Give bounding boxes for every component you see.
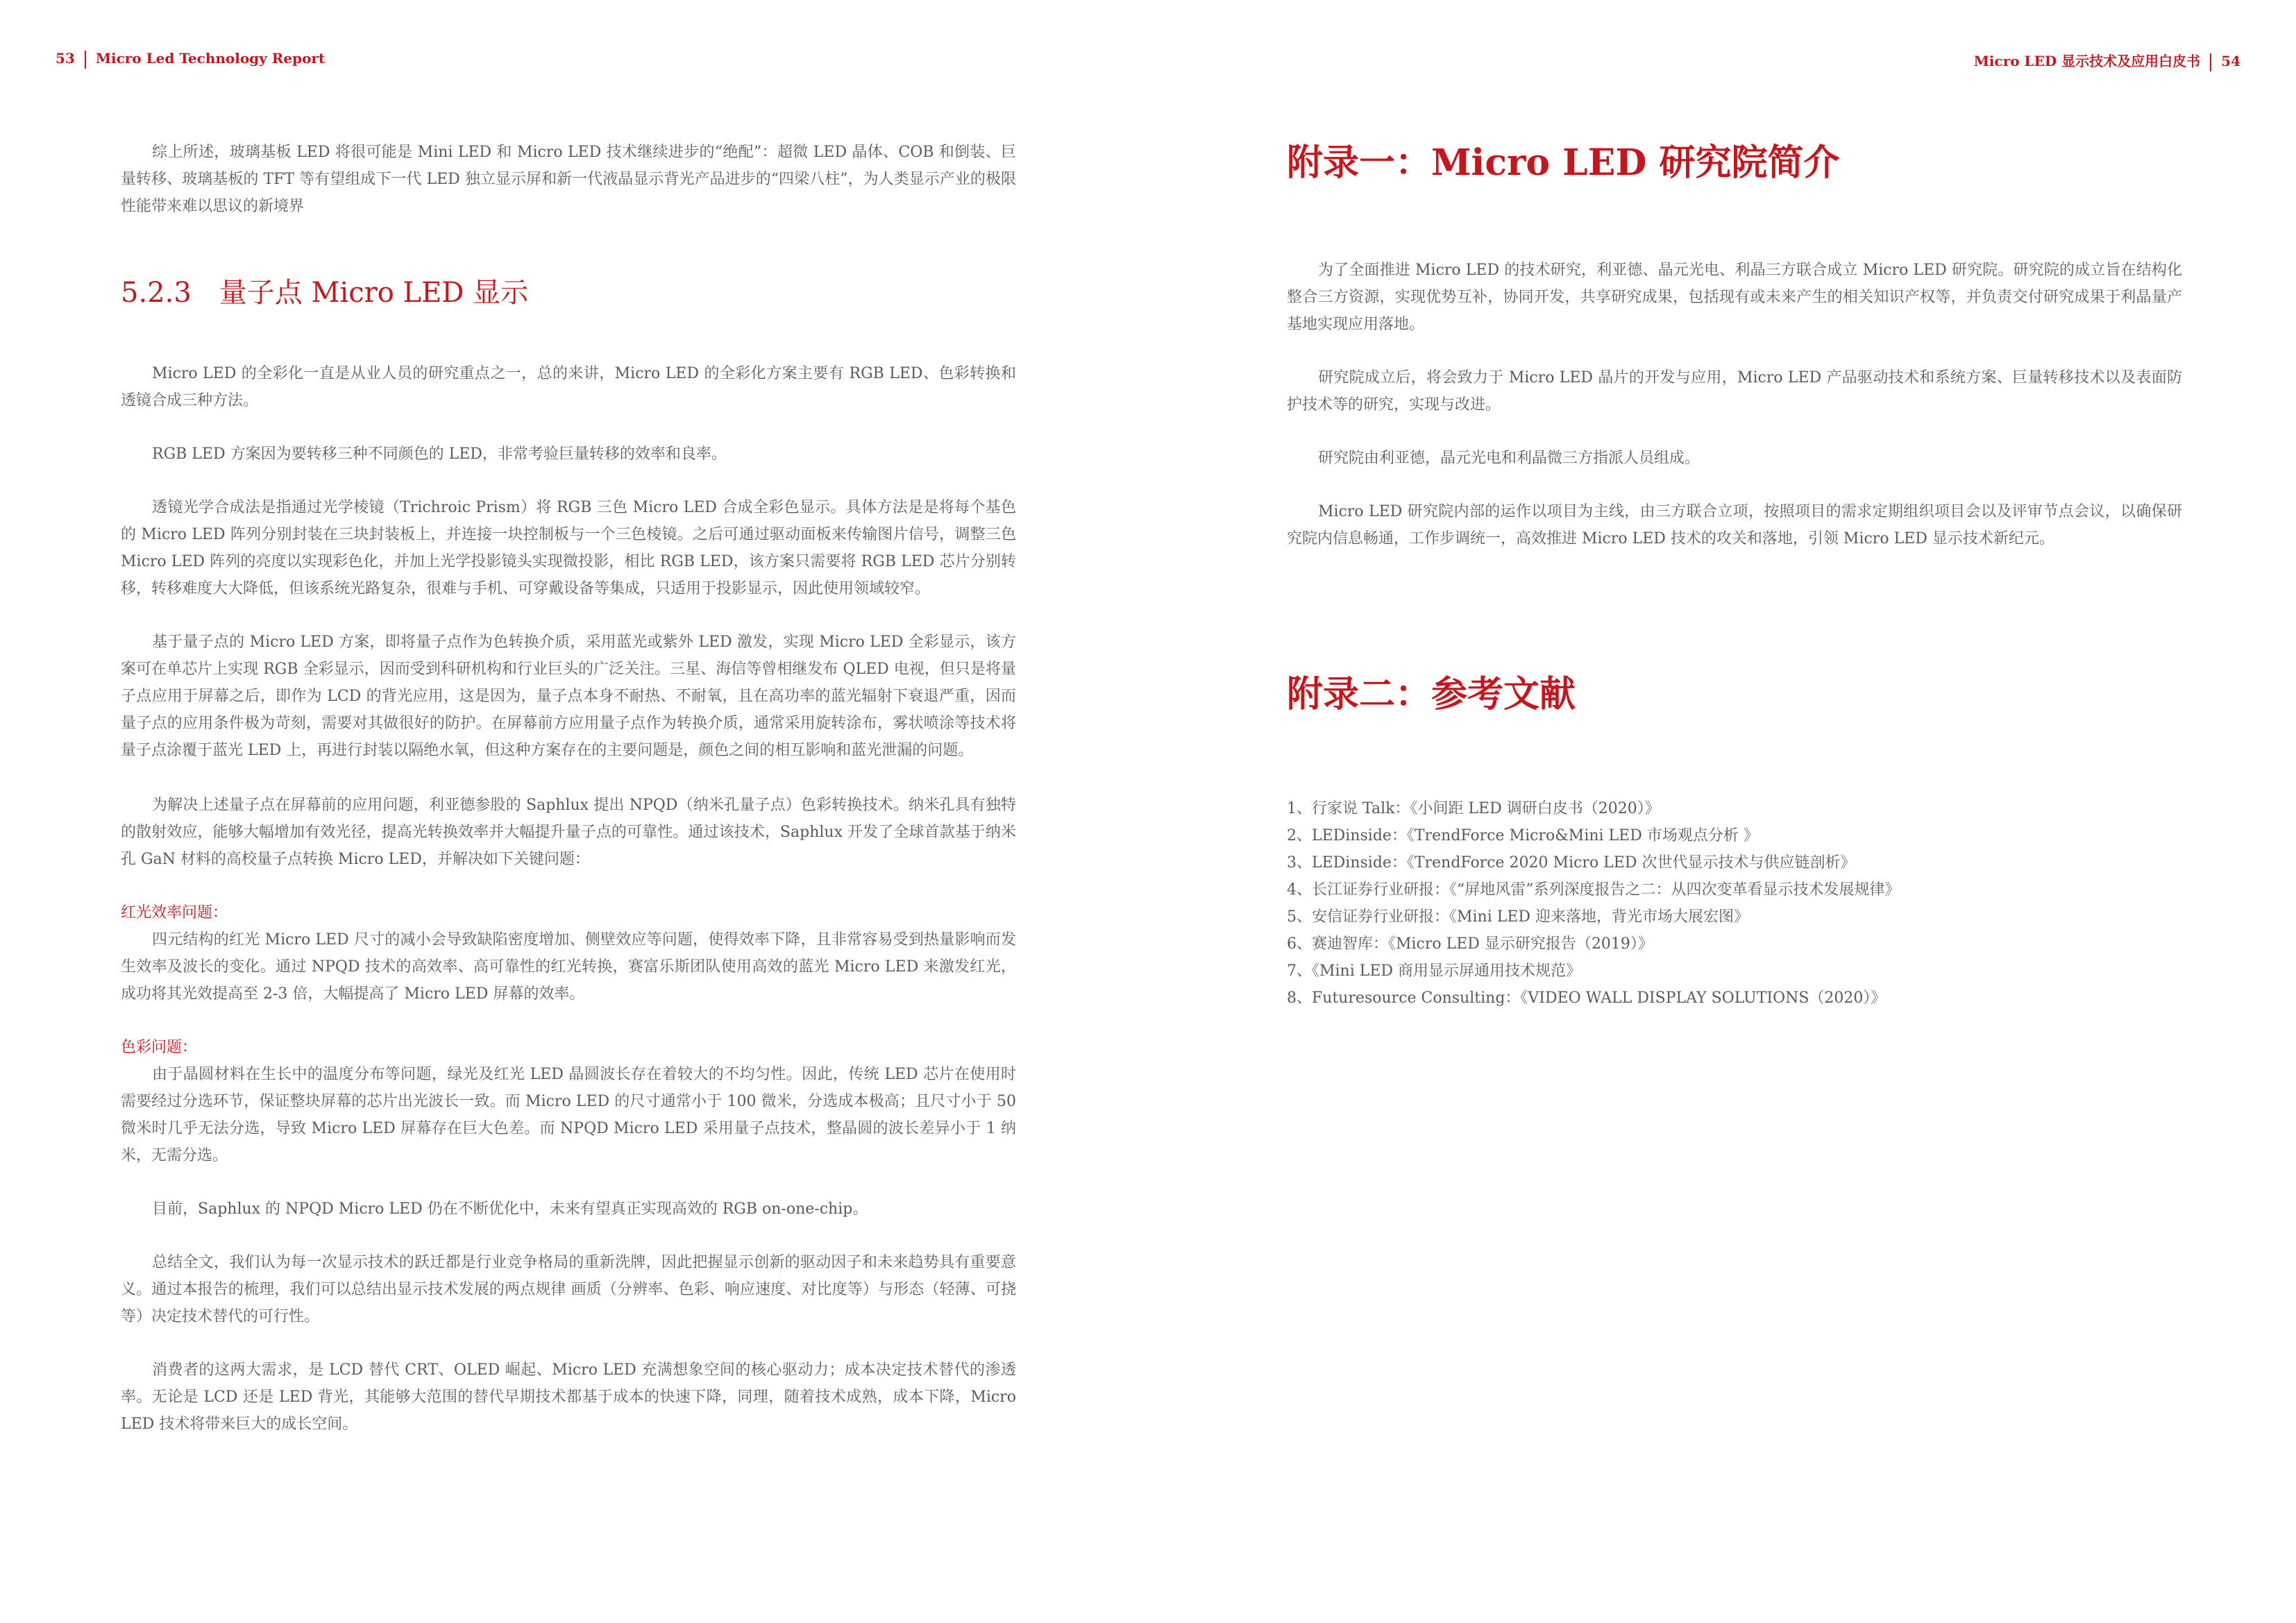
appendix2-title: 附录二：参考文献 (1287, 673, 1576, 715)
right-page (1148, 0, 2296, 1623)
paragraph: RGB LED 方案因为要转移三种不同颜色的 LED，非常考验巨量转移的效率和良率。 (152, 445, 727, 463)
right-page-number: 54 (2221, 53, 2240, 69)
paragraph: 由于晶圆材料在生长中的温度分布等问题，绿光及红光 LED 晶圆波长存在着较大的不均匀性。因此，传统 LED 芯片在使用时需要经过分选环节，保证整块屏幕的芯片出光波长一致。而 Micro LED 的尺寸通常小于 100 微米，分选成本极高；且尺寸小于 50 微米时几乎无法分选，导致 Micro LED 屏幕存在巨大色差。而 NPQD Micro LED 采用量子点技术，整晶圆的波长差异小于 1 纳米，无需分选。 (121, 1066, 1016, 1164)
reference-item: 6、赛迪智库：《Micro LED 显示研究报告（2019）》 (1287, 935, 1653, 953)
reference-item: 8、Futuresource Consulting：《VIDEO WALL DISPLAY SOLUTIONS（2020）》 (1287, 989, 1886, 1007)
paragraph: Micro LED 的全彩化一直是从业人员的研究重点之一，总的来讲，Micro LED 的全彩化方案主要有 RGB LED、色彩转换和透镜合成三种方法。 (121, 365, 1016, 409)
paragraph: 研究院由利亚德，晶元光电和利晶微三方指派人员组成。 (1318, 450, 1700, 467)
reference-item: 1、行家说 Talk：《小间距 LED 调研白皮书（2020）》 (1287, 800, 1660, 817)
paragraph: 研究院成立后，将会致力于 Micro LED 晶片的开发与应用，Micro LED 产品驱动技术和系统方案、巨量转移技术以及表面防护技术等的研究，实现与改进。 (1287, 369, 2182, 414)
left-content (121, 139, 1016, 1438)
paragraph: 总结全文，我们认为每一次显示技术的跃迁都是行业竞争格局的重新洗牌，因此把握显示创新的驱动因子和未来趋势具有重要意义。通过本报告的梳理，我们可以总结出显示技术发展的两点规律 画质（分辨率、色彩、响应速度、对比度等）与形态（轻薄、可挠等）决定技术替代的可行性。 (121, 1254, 1016, 1325)
section-title: 5.2.3 量子点 Micro LED 显示 (121, 277, 529, 309)
reference-item: 3、LEDinside：《TrendForce 2020 Micro LED 次世代显示技术与供应链剖析》 (1287, 854, 1856, 872)
reference-list (1287, 795, 2182, 1012)
reference-item: 7、《Mini LED 商用显示屏通用技术规范》 (1287, 962, 1582, 980)
paragraph: 目前，Saphlux 的 NPQD Micro LED 仍在不断优化中，未来有望真正实现高效的 RGB on-one-chip。 (152, 1200, 868, 1218)
left-page-number: 53 (56, 50, 75, 67)
paragraph: 透镜光学合成法是指通过光学棱镜（Trichroic Prism）将 RGB 三色 Micro LED 合成全彩色显示。具体方法是是将每个基色的 Micro LED 阵列分别封装在三块封装板上，并连接一块控制板与一个三色棱镜。之后可通过驱动面板来传输图片信号，调整三色 Micro LED 阵列的亮度以实现彩色化，并加上光学投影镜头实现微投影，相比 RGB LED，该方案只需要将 RGB LED 芯片分别转移，转移难度大大降低，但该系统光路复杂，很难与手机、可穿戴设备等集成，只适用于投影显示，因此使用领域较窄。 (121, 499, 1016, 597)
header-divider (85, 51, 86, 69)
paragraph: 四元结构的红光 Micro LED 尺寸的减小会导致缺陷密度增加、侧壁效应等问题，使得效率下降，且非常容易受到热量影响而发生效率及波长的变化。通过 NPQD 技术的高效率、高可靠性的红光转换，赛富乐斯团队使用高效的蓝光 Micro LED 来激发红光，成功将其光效提高至 2-3 倍，大幅提高了 Micro LED 屏幕的效率。 (121, 931, 1016, 1003)
reference-item: 4、长江证券行业研报：《“屏地风雷”系列深度报告之二：从四次变革看显示技术发展规律》 (1287, 881, 1900, 899)
left-running-title: Micro Led Technology Report (95, 50, 326, 67)
paragraph: 为了全面推进 Micro LED 的技术研究，利亚德、晶元光电、利晶三方联合成立 Micro LED 研究院。研究院的成立旨在结构化整合三方资源，实现优势互补，协同开发，共享研究成果，包括现有或未来产生的相关知识产权等，并负责交付研究成果于利晶量产基地实现应用落地。 (1287, 262, 2182, 333)
right-content (1287, 139, 2182, 1012)
paragraph: 消费者的这两大需求，是 LCD 替代 CRT、OLED 崛起、Micro LED 充满想象空间的核心驱动力；成本决定技术替代的渗透率。无论是 LCD 还是 LED 背光，其能够大范围的替代早期技术都基于成本的快速下降，同理，随着技术成熟，成本下降，Micro LED 技术将带来巨大的成长空间。 (121, 1361, 1016, 1433)
reference-item: 2、LEDinside：《TrendForce Micro&Mini LED 市场观点分析 》 (1287, 827, 1759, 844)
header-divider (2210, 53, 2211, 71)
right-page-header (1974, 50, 2240, 71)
intro-paragraph: 综上所述，玻璃基板 LED 将很可能是 Mini LED 和 Micro LED 技术继续进步的“绝配”：超微 LED 晶体、COB 和倒装、巨量转移、玻璃基板的 TFT 等有望组成下一代 LED 独立显示屏和新一代液晶显示背光产品进步的“四梁八柱”，为人类显示产业的极限性能带来难以思议的新境界 (121, 144, 1016, 215)
red-subheading: 红光效率问题： (121, 904, 228, 921)
reference-item: 5、安信证券行业研报：《Mini LED 迎来落地，背光市场大展宏图》 (1287, 908, 1750, 926)
left-page-header (56, 50, 325, 69)
paragraph: 为解决上述量子点在屏幕前的应用问题，利亚德参股的 Saphlux 提出 NPQD（纳米孔量子点）色彩转换技术。纳米孔具有独特的散射效应，能够大幅增加有效光径，提高光转换效率并大幅提升量子点的可靠性。通过该技术，Saphlux 开发了全球首款基于纳米孔 GaN 材料的高校量子点转换 Micro LED，并解决如下关键问题： (121, 797, 1016, 868)
appendix1-title: 附录一：Micro LED 研究院简介 (1287, 142, 1840, 184)
red-subheading: 色彩问题： (121, 1039, 198, 1056)
paragraph: 基于量子点的 Micro LED 方案，即将量子点作为色转换介质，采用蓝光或紫外 LED 激发，实现 Micro LED 全彩显示，该方案可在单芯片上实现 RGB 全彩显示，因而受到科研机构和行业巨头的广泛关注。三星、海信等曾相继发布 QLED 电视，但只是将量子点应用于屏幕之后，即作为 LCD 的背光应用，这是因为，量子点本身不耐热、不耐氧，且在高功率的蓝光辐射下衰退严重，因而量子点的应用条件极为苛刻，需要对其做很好的防护。在屏幕前方应用量子点作为转换介质，通常采用旋转涂布，雾状喷涂等技术将量子点涂覆于蓝光 LED 上，再进行封装以隔绝水氧，但这种方案存在的主要问题是，颜色之间的相互影响和蓝光泄漏的问题。 (121, 634, 1016, 759)
paragraph: Micro LED 研究院内部的运作以项目为主线，由三方联合立项，按照项目的需求定期组织项目会以及评审节点会议，以确保研究院内信息畅通，工作步调统一，高效推进 Micro LED 技术的攻关和落地，引领 Micro LED 显示技术新纪元。 (1287, 503, 2182, 547)
right-running-title: Micro LED 显示技术及应用白皮书 (1973, 53, 2201, 69)
